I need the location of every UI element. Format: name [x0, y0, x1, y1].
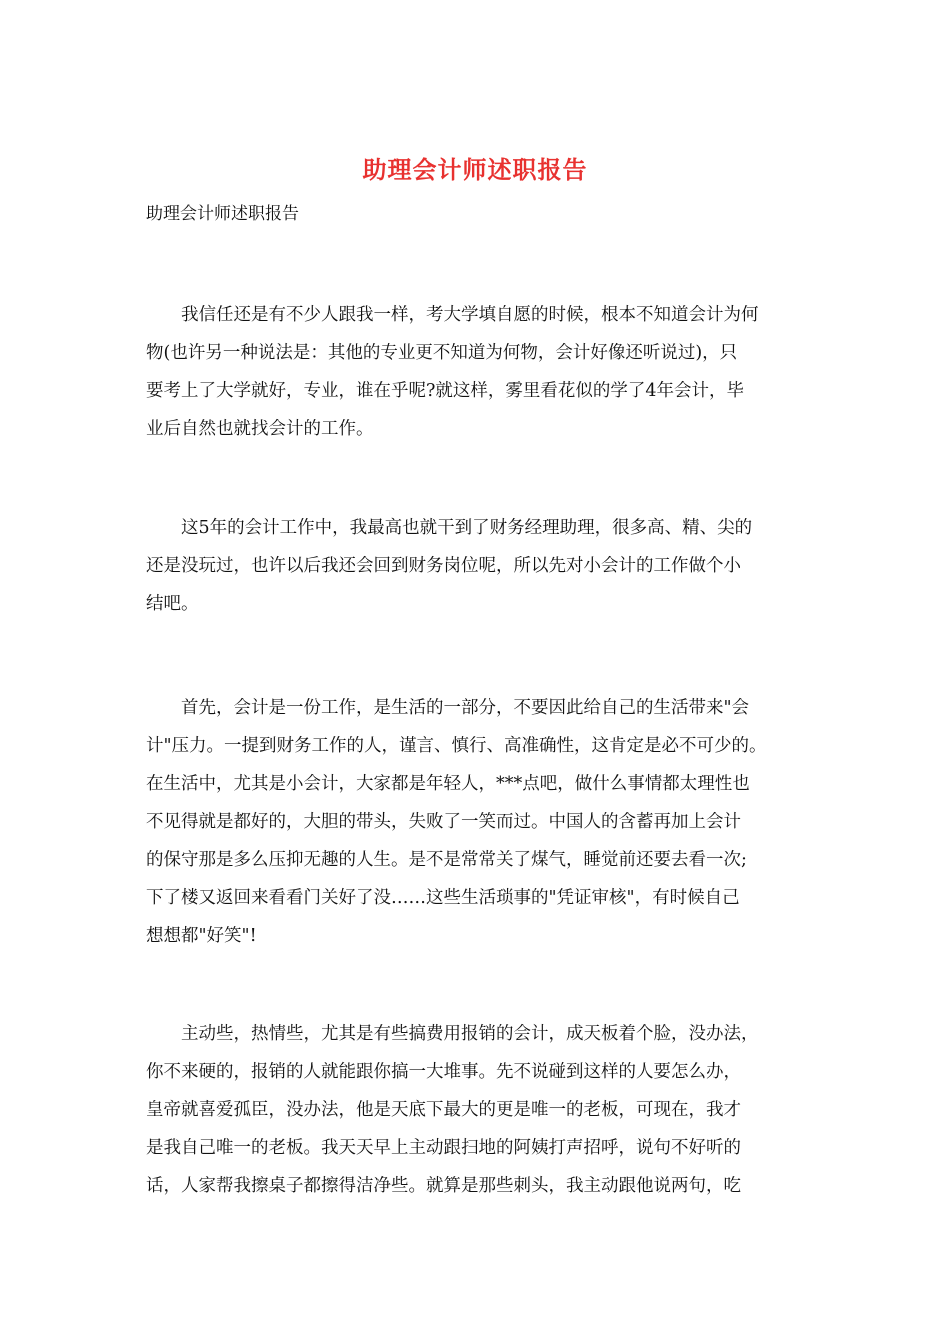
paragraph-line: 在生活中，尤其是小会计，大家都是年轻人，***点吧，做什么事情都太理性也: [146, 774, 750, 794]
paragraph-1: [146, 296, 759, 448]
paragraph-2: [146, 509, 752, 623]
paragraph-line: 要考上了大学就好，专业，谁在乎呢?就这样，雾里看花似的学了4年会计，毕: [146, 381, 745, 401]
document-subtitle: 助理会计师述职报告: [146, 204, 299, 224]
paragraph-line: 你不来硬的，报销的人就能跟你搞一大堆事。先不说碰到这样的人要怎么办，: [146, 1062, 741, 1082]
paragraph-line: 物(也许另一种说法是：其他的专业更不知道为何物，会计好像还听说过)，只: [146, 343, 738, 363]
paragraph-line: 主动些，热情些，尤其是有些搞费用报销的会计，成天板着个脸，没办法，: [146, 1024, 759, 1044]
paragraph-line: 首先，会计是一份工作，是生活的一部分，不要因此给自己的生活带来"会: [146, 698, 750, 718]
paragraph-line: 结吧。: [146, 594, 199, 614]
paragraph-line: 话，人家帮我擦桌子都擦得洁净些。就算是那些刺头，我主动跟他说两句，吃: [146, 1176, 741, 1196]
paragraph-line: 业后自然也就找会计的工作。: [146, 419, 374, 439]
paragraph-line: 不见得就是都好的，大胆的带头，失败了一笑而过。中国人的含蓄再加上会计: [146, 812, 741, 832]
paragraph-line: 的保守那是多么压抑无趣的人生。是不是常常关了煤气，睡觉前还要去看一次;: [146, 850, 747, 870]
paragraph-line: 我信任还是有不少人跟我一样，考大学填自愿的时候，根本不知道会计为何: [146, 305, 759, 325]
document-title: 助理会计师述职报告: [362, 155, 588, 184]
paragraph-line: 想想都"好笑"!: [146, 926, 257, 946]
paragraph-line: 这5年的会计工作中，我最高也就干到了财务经理助理，很多高、精、尖的: [146, 518, 753, 538]
paragraph-line: 还是没玩过，也许以后我还会回到财务岗位呢，所以先对小会计的工作做个小: [146, 556, 741, 576]
paragraph-3: [146, 689, 767, 955]
paragraph-4: [146, 1015, 759, 1205]
paragraph-line: 皇帝就喜爱孤臣，没办法，他是天底下最大的更是唯一的老板，可现在，我才: [146, 1100, 741, 1120]
paragraph-line: 下了楼又返回来看看门关好了没……这些生活琐事的"凭证审核"，有时候自己: [146, 888, 740, 908]
paragraph-line: 计"压力。一提到财务工作的人，谨言、慎行、高准确性，这肯定是必不可少的。: [146, 736, 767, 756]
paragraph-line: 是我自己唯一的老板。我天天早上主动跟扫地的阿姨打声招呼，说句不好听的: [146, 1138, 741, 1158]
